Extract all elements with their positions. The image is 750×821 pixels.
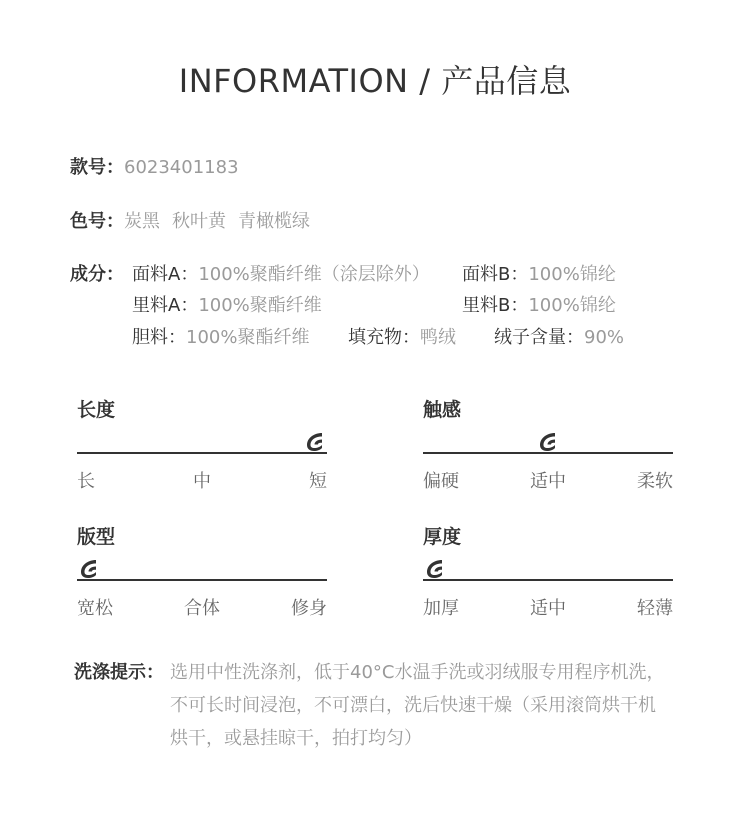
outer-fabric-a xyxy=(132,263,430,287)
washing-line: 不可长时间浸泡，不可漂白，洗后快速干燥（采用滚筒烘干机 xyxy=(170,695,656,716)
thickness-tick-label: 轻薄 xyxy=(637,598,673,619)
filling-label: 填充物： xyxy=(348,327,420,348)
down-content-label: 绒子含量： xyxy=(494,327,584,348)
feather-icon xyxy=(423,557,447,581)
feather-icon xyxy=(77,557,101,581)
style-number-row xyxy=(70,156,239,180)
filling-value: 鸭绒 xyxy=(420,327,456,348)
feel-tick-label: 偏硬 xyxy=(423,471,459,492)
color-option: 炭黑 xyxy=(124,211,160,232)
bladder-fabric-value: 100%聚酯纤维 xyxy=(186,327,310,348)
color-number-label: 色号： xyxy=(70,211,124,232)
washing-line: 选用中性洗涤剂，低于40°C水温手洗或羽绒服专用程序机洗， xyxy=(170,662,665,683)
length-title: 长度 xyxy=(77,399,116,421)
feather-icon xyxy=(536,430,560,454)
outer-fabric-b-value: 100%锦纶 xyxy=(528,264,616,285)
filling xyxy=(348,326,456,350)
thickness-track xyxy=(423,579,673,581)
thickness-title: 厚度 xyxy=(423,526,462,548)
lining-b-label: 里料B： xyxy=(462,295,529,316)
length-tick-label: 中 xyxy=(193,471,211,492)
fit-tick-label: 修身 xyxy=(291,598,327,619)
lining-a xyxy=(132,294,322,318)
feather-icon xyxy=(303,430,327,454)
outer-fabric-b-label: 面料B： xyxy=(462,264,529,285)
feel-tick-label: 适中 xyxy=(530,471,566,492)
color-number-row xyxy=(70,210,310,234)
style-number-label: 款号： xyxy=(70,157,124,178)
outer-fabric-b xyxy=(462,263,616,287)
feel-title: 触感 xyxy=(423,399,462,421)
outer-fabric-a-label: 面料A： xyxy=(132,264,199,285)
lining-a-label: 里料A： xyxy=(132,295,199,316)
lining-b-value: 100%锦纶 xyxy=(528,295,616,316)
length-tick-label: 短 xyxy=(309,471,327,492)
page-title: INFORMATION / 产品信息 xyxy=(178,62,572,100)
composition-label: 成分： xyxy=(70,264,124,285)
washing-label: 洗涤提示： xyxy=(74,662,164,683)
lining-a-value: 100%聚酯纤维 xyxy=(198,295,322,316)
length-track xyxy=(77,452,327,454)
down-content xyxy=(494,326,624,350)
length-tick-label: 长 xyxy=(77,471,95,492)
feel-tick-label: 柔软 xyxy=(637,471,673,492)
bladder-fabric-label: 胆料： xyxy=(132,327,186,348)
color-option: 青橄榄绿 xyxy=(238,211,310,232)
fit-tick-label: 合体 xyxy=(184,598,220,619)
outer-fabric-a-value: 100%聚酯纤维（涂层除外） xyxy=(198,264,430,285)
fit-track xyxy=(77,579,327,581)
down-content-value: 90% xyxy=(584,327,625,348)
washing-line: 烘干，或悬挂晾干，拍打均匀） xyxy=(170,728,422,749)
color-option: 秋叶黄 xyxy=(172,211,226,232)
thickness-tick-label: 加厚 xyxy=(423,598,459,619)
fit-title: 版型 xyxy=(77,526,116,548)
style-number-value: 6023401183 xyxy=(124,157,239,178)
lining-b xyxy=(462,294,616,318)
bladder-fabric xyxy=(132,326,309,350)
fit-tick-label: 宽松 xyxy=(77,598,113,619)
thickness-tick-label: 适中 xyxy=(530,598,566,619)
